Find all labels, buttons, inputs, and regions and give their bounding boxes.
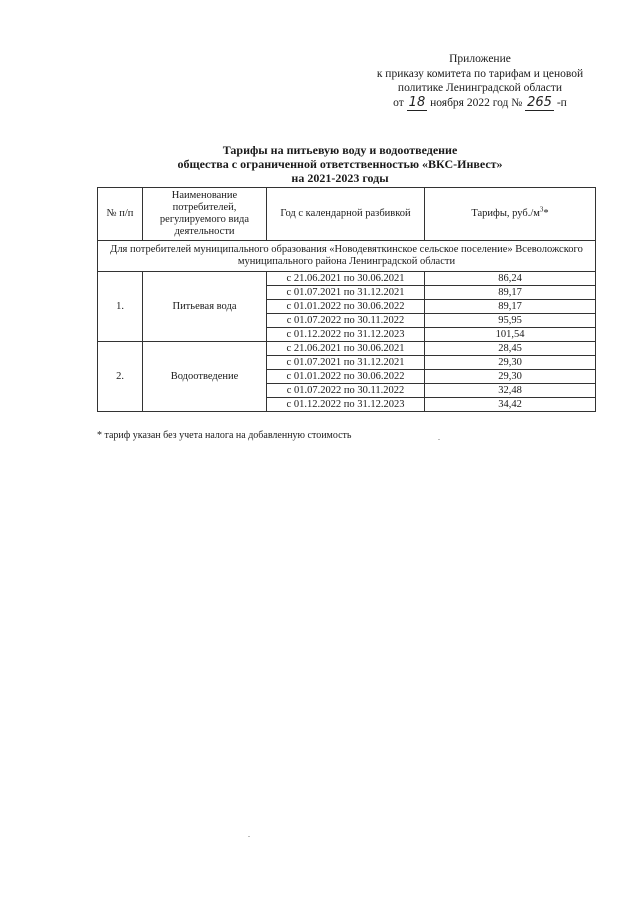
row-num: 1. bbox=[98, 272, 143, 342]
period-cell: с 01.01.2022 по 30.06.2022 bbox=[267, 300, 425, 314]
handwritten-day: 18 bbox=[408, 94, 426, 110]
appendix-order-ref: к приказу комитета по тарифам и ценовой bbox=[376, 67, 584, 80]
header-num: № п/п bbox=[98, 188, 143, 241]
table-row bbox=[98, 272, 596, 286]
tariff-cell: 29,30 bbox=[425, 370, 596, 384]
row-name: Питьевая вода bbox=[143, 272, 267, 342]
title-line-3: на 2021-2023 годы bbox=[291, 171, 389, 185]
period-cell: с 01.01.2022 по 30.06.2022 bbox=[267, 370, 425, 384]
tariff-cell: 86,24 bbox=[425, 272, 596, 286]
period-cell: с 21.06.2021 по 30.06.2021 bbox=[267, 342, 425, 356]
header-tariff-suffix: * bbox=[543, 208, 549, 219]
number-suffix: -п bbox=[556, 96, 567, 109]
period-cell: с 01.07.2021 по 31.12.2021 bbox=[267, 286, 425, 300]
tariff-cell: 89,17 bbox=[425, 300, 596, 314]
document-title bbox=[100, 143, 580, 185]
scan-speck bbox=[438, 439, 440, 440]
row-num: 2. bbox=[98, 342, 143, 412]
tariff-cell: 34,42 bbox=[425, 398, 596, 412]
tariff-cell: 95,95 bbox=[425, 314, 596, 328]
handwritten-number: 265 bbox=[527, 94, 552, 110]
appendix-title: Приложение bbox=[449, 53, 511, 65]
appendix-committee: политике Ленинградской области bbox=[397, 82, 563, 94]
tariff-cell: 29,30 bbox=[425, 356, 596, 370]
table-header-row bbox=[98, 188, 596, 241]
title-line-1: Тарифы на питьевую воду и водоотведение bbox=[222, 143, 458, 157]
date-text: ноября 2022 год № bbox=[430, 96, 523, 109]
period-cell: с 01.07.2022 по 30.11.2022 bbox=[267, 314, 425, 328]
period-cell: с 01.12.2022 по 31.12.2023 bbox=[267, 398, 425, 412]
tariff-cell: 89,17 bbox=[425, 286, 596, 300]
period-cell: с 21.06.2021 по 30.06.2021 bbox=[267, 272, 425, 286]
table-row bbox=[98, 342, 596, 356]
header-tariff-sup: 3 bbox=[539, 205, 544, 214]
appendix-header bbox=[360, 52, 600, 110]
tariff-cell: 101,54 bbox=[425, 328, 596, 342]
appendix-date-line bbox=[360, 96, 600, 111]
tariff-cell: 28,45 bbox=[425, 342, 596, 356]
scan-speck bbox=[248, 836, 250, 837]
group-row bbox=[98, 241, 596, 272]
header-name: Наименование потребителей, регулируемого вида деятельности bbox=[143, 188, 267, 241]
period-cell: с 01.07.2021 по 31.12.2021 bbox=[267, 356, 425, 370]
header-tariff bbox=[425, 188, 596, 241]
tariff-table bbox=[97, 187, 596, 412]
row-name: Водоотведение bbox=[143, 342, 267, 412]
header-period: Год с календарной разбивкой bbox=[267, 188, 425, 241]
period-cell: с 01.07.2022 по 30.11.2022 bbox=[267, 384, 425, 398]
tariff-cell: 32,48 bbox=[425, 384, 596, 398]
date-prefix: от bbox=[393, 96, 404, 109]
footnote: * тариф указан без учета налога на добавленную стоимость bbox=[97, 430, 352, 441]
title-line-2: общества с ограниченной ответственностью «ВКС-Инвест» bbox=[177, 157, 503, 171]
header-tariff-text: Тарифы, руб./м bbox=[471, 208, 540, 219]
group-label: Для потребителей муниципального образования «Новодевяткинское сельское поселение» Всеволожского муниципального района Ленинградской области bbox=[98, 241, 596, 272]
period-cell: с 01.12.2022 по 31.12.2023 bbox=[267, 328, 425, 342]
